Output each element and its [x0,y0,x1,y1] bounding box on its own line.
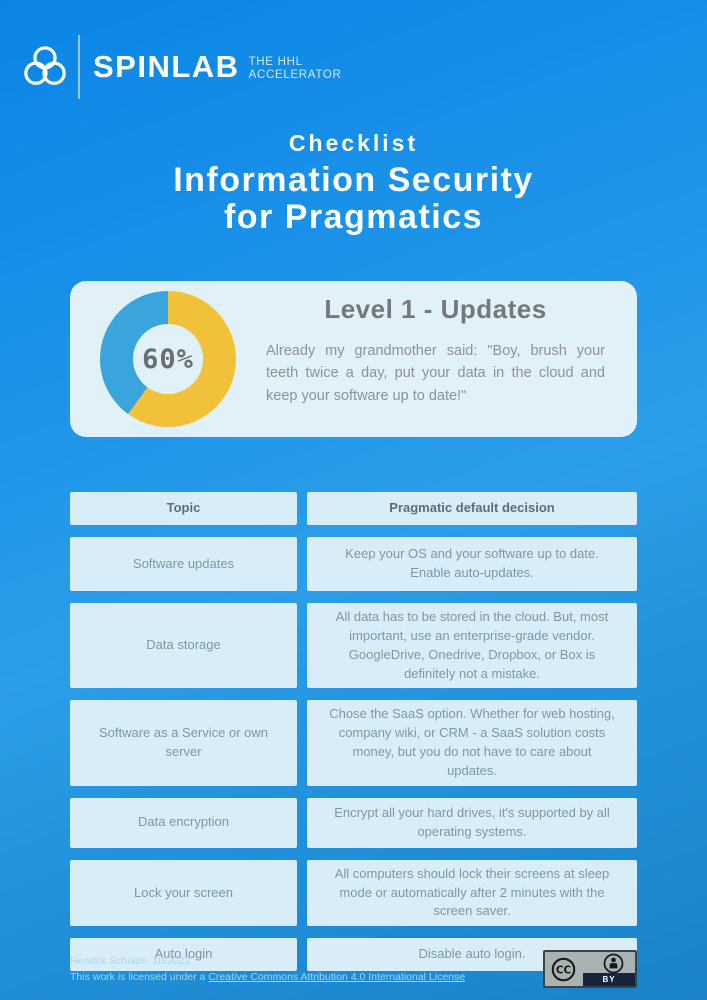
decision-cell: All computers should lock their screens at sleep mode or automatically after 2 minutes with the screen saver. [307,860,637,927]
page-title-line2: for Pragmatics [223,198,484,236]
author-line: Hendrik Schulze, 10/2022 [70,955,191,967]
donut-hole [133,324,203,394]
logo-divider [78,35,80,99]
svg-text:CC: CC [555,964,572,977]
cc-by-label: BY [583,973,635,986]
table-row [70,603,637,688]
level-card-text [266,281,637,437]
brand-tagline [249,56,342,82]
table-row [70,700,637,785]
donut-percent-label: 60% [142,343,194,375]
table-header-row [70,492,637,525]
decision-cell: Encrypt all your hard drives, it's supported by all operating systems. [307,798,637,848]
license-line [70,970,465,986]
title-block [0,130,707,236]
brand-tagline-line1: THE HHL [248,55,303,68]
brand-header [22,34,341,100]
cc-by-badge [543,950,637,988]
topic-cell: Lock your screen [70,860,297,927]
table-header-topic: Topic [70,492,297,525]
table-row [70,860,637,927]
footer-credits [70,954,465,985]
decision-cell: All data has to be stored in the cloud. But, most important, use an enterprise-grade vendor. GoogleDrive, Onedrive, Dropbox, or Box is definitely not a mistake. [307,603,637,688]
table-row [70,537,637,591]
license-link[interactable]: Creative Commons Attribution 4.0 International License [208,970,466,983]
topic-cell: Auto login [70,938,297,971]
donut-chart [100,291,236,427]
topic-cell: Software updates [70,537,297,591]
brand-wordmark: SPINLAB [93,49,240,84]
checklist-table [70,492,637,983]
brand-tagline-line2: ACCELERATOR [248,68,342,81]
table-row [70,798,637,848]
page-title-line1: Information Security [173,161,534,199]
creative-commons-icon [551,957,576,987]
page-title [0,162,707,236]
level-quote: Already my grandmother said: "Boy, brush your teeth twice a day, put your data in the cloud and keep your software up to date!" [266,343,605,404]
donut-chart-wrap [70,281,266,437]
license-prefix: This work is licensed under a [70,970,209,983]
topic-cell: Data storage [70,603,297,688]
topic-cell: Software as a Service or own server [70,700,297,785]
spinlab-rings-icon [22,42,68,92]
topic-cell: Data encryption [70,798,297,848]
table-header-decision: Pragmatic default decision [307,492,637,525]
level-heading: Level 1 - Updates [324,294,547,324]
decision-cell: Keep your OS and your software up to date. Enable auto-updates. [307,537,637,591]
level-card [70,281,637,437]
decision-cell: Chose the SaaS option. Whether for web hosting, company wiki, or CRM - a SaaS solution costs money, but you do not have to care about updates. [307,700,637,785]
title-kicker: Checklist [288,130,419,156]
decision-cell: Disable auto login. [307,938,637,971]
